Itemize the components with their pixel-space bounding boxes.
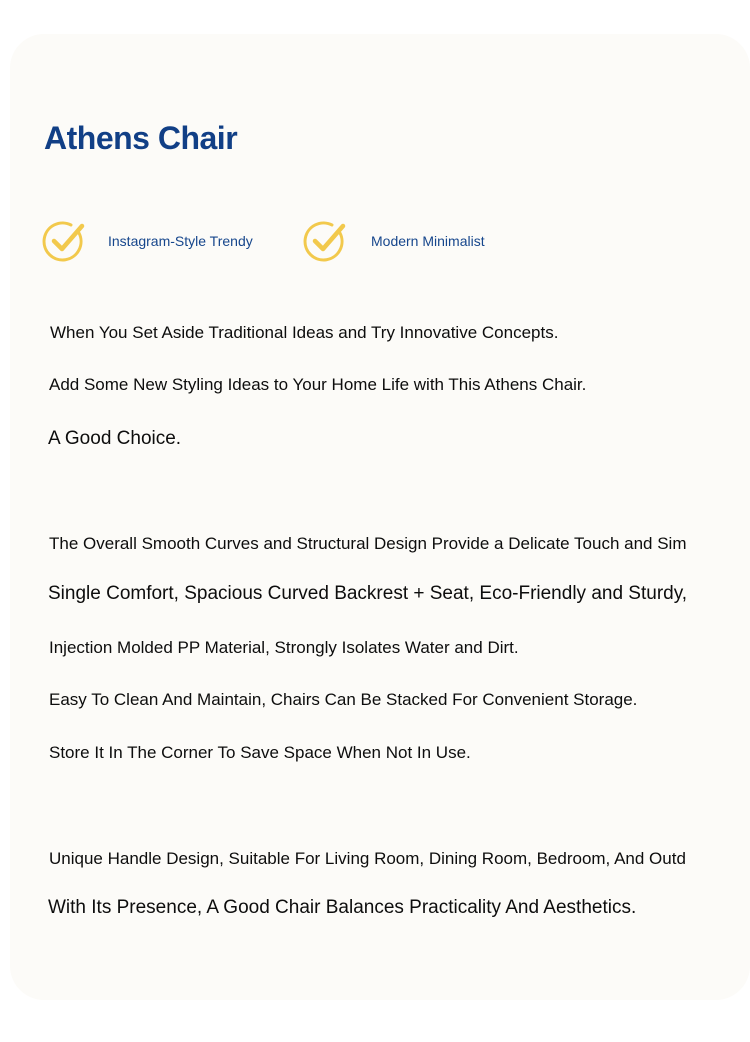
description-line: The Overall Smooth Curves and Structural Design Provide a Delicate Touch and Sim <box>49 534 687 553</box>
description-line: With Its Presence, A Good Chair Balances Practicality And Aesthetics. <box>48 897 637 918</box>
description-line: A Good Choice. <box>48 428 182 449</box>
description-line: Add Some New Styling Ideas to Your Home Life with This Athens Chair. <box>49 375 587 394</box>
description-line: When You Set Aside Traditional Ideas and Try Innovative Concepts. <box>50 323 559 342</box>
feature-badge-modern-minimalist <box>301 217 485 265</box>
description-line: Injection Molded PP Material, Strongly Isolates Water and Dirt. <box>49 638 519 657</box>
feature-badge-label: Instagram-Style Trendy <box>108 233 253 249</box>
feature-badge-instagram-style <box>40 217 253 265</box>
product-title: Athens Chair <box>44 120 238 156</box>
check-circle-icon <box>40 217 88 265</box>
check-circle-icon <box>301 217 349 265</box>
description-line: Single Comfort, Spacious Curved Backrest + Seat, Eco-Friendly and Sturdy, <box>48 583 688 604</box>
product-description-card <box>10 34 750 1000</box>
description-line: Easy To Clean And Maintain, Chairs Can Be Stacked For Convenient Storage. <box>49 690 638 709</box>
description-line: Store It In The Corner To Save Space When Not In Use. <box>49 743 471 762</box>
description-line: Unique Handle Design, Suitable For Living Room, Dining Room, Bedroom, And Outd <box>49 849 686 868</box>
feature-badge-label: Modern Minimalist <box>371 233 485 249</box>
